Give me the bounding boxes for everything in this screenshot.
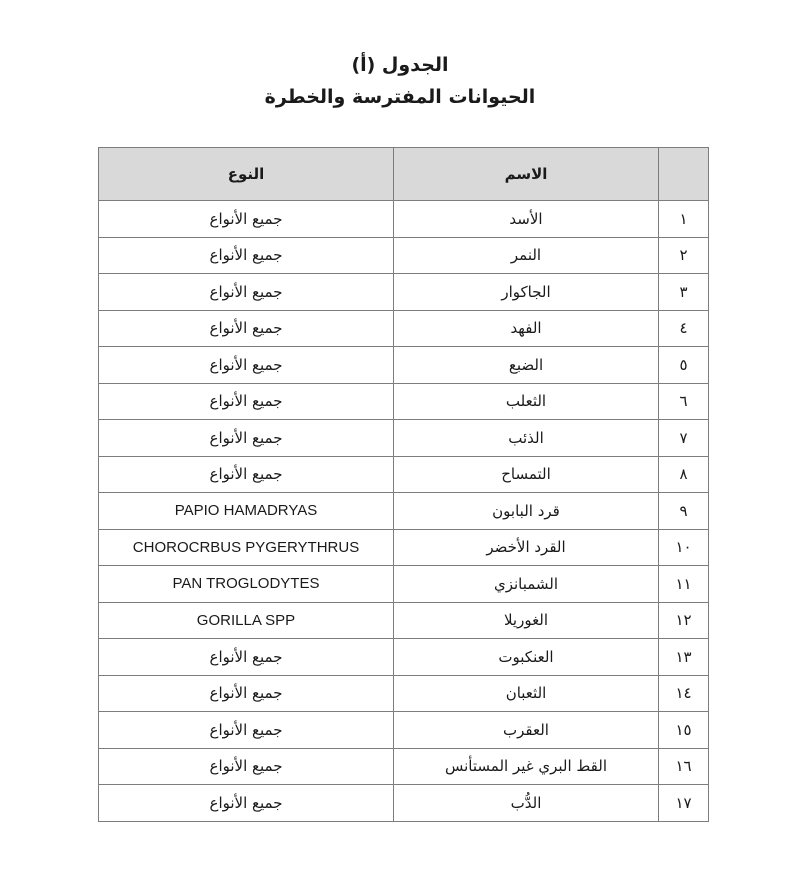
table-row xyxy=(99,274,709,311)
animal-type: جميع الأنواع xyxy=(99,237,394,274)
row-number: ٦ xyxy=(659,383,709,420)
row-number: ٥ xyxy=(659,347,709,384)
row-number: ١٦ xyxy=(659,748,709,785)
row-number: ١ xyxy=(659,201,709,238)
header-number xyxy=(659,148,709,201)
animal-type: جميع الأنواع xyxy=(99,310,394,347)
animal-name: قرد البابون xyxy=(394,493,659,530)
animal-name: القط البري غير المستأنس xyxy=(394,748,659,785)
animal-type: جميع الأنواع xyxy=(99,639,394,676)
animal-name: الشمبانزي xyxy=(394,566,659,603)
row-number: ١٣ xyxy=(659,639,709,676)
header-type: النوع xyxy=(99,148,394,201)
table-row xyxy=(99,456,709,493)
table-row xyxy=(99,383,709,420)
row-number: ٢ xyxy=(659,237,709,274)
row-number: ٤ xyxy=(659,310,709,347)
row-number: ١٢ xyxy=(659,602,709,639)
animal-name: العقرب xyxy=(394,712,659,749)
animal-type: جميع الأنواع xyxy=(99,785,394,822)
animal-name: العنكبوت xyxy=(394,639,659,676)
row-number: ١١ xyxy=(659,566,709,603)
animal-name: الدُّب xyxy=(394,785,659,822)
row-number: ١٥ xyxy=(659,712,709,749)
table-row xyxy=(99,785,709,822)
table-row xyxy=(99,237,709,274)
table-row xyxy=(99,310,709,347)
table-row xyxy=(99,420,709,457)
animal-type: جميع الأنواع xyxy=(99,712,394,749)
table-row xyxy=(99,566,709,603)
animal-type: جميع الأنواع xyxy=(99,274,394,311)
animal-type: جميع الأنواع xyxy=(99,456,394,493)
animal-name: التمساح xyxy=(394,456,659,493)
row-number: ١٤ xyxy=(659,675,709,712)
table-row xyxy=(99,602,709,639)
row-number: ٧ xyxy=(659,420,709,457)
table-header-row xyxy=(99,148,709,201)
row-number: ٣ xyxy=(659,274,709,311)
table-row xyxy=(99,639,709,676)
table-title: الجدول (أ) xyxy=(351,54,449,76)
animal-type: PAPIO HAMADRYAS xyxy=(99,493,394,530)
animal-name: الضبع xyxy=(394,347,659,384)
animal-name: الذئب xyxy=(394,420,659,457)
table-row xyxy=(99,748,709,785)
header-name: الاسم xyxy=(394,148,659,201)
animal-type: جميع الأنواع xyxy=(99,748,394,785)
table-row xyxy=(99,712,709,749)
animal-type: جميع الأنواع xyxy=(99,383,394,420)
row-number: ٨ xyxy=(659,456,709,493)
animal-type: جميع الأنواع xyxy=(99,201,394,238)
table-row xyxy=(99,529,709,566)
row-number: ١٠ xyxy=(659,529,709,566)
animal-type: CHOROCRBUS PYGERYTHRUS xyxy=(99,529,394,566)
table-row xyxy=(99,493,709,530)
animals-table xyxy=(98,147,709,822)
table-subtitle: الحيوانات المفترسة والخطرة xyxy=(264,86,536,108)
animal-type: جميع الأنواع xyxy=(99,347,394,384)
animal-name: الثعبان xyxy=(394,675,659,712)
animal-name: النمر xyxy=(394,237,659,274)
animal-name: الفهد xyxy=(394,310,659,347)
animal-type: GORILLA SPP xyxy=(99,602,394,639)
animal-name: الثعلب xyxy=(394,383,659,420)
table-row xyxy=(99,201,709,238)
table-row xyxy=(99,347,709,384)
animal-name: الأسد xyxy=(394,201,659,238)
animal-type: جميع الأنواع xyxy=(99,420,394,457)
table-row xyxy=(99,675,709,712)
row-number: ١٧ xyxy=(659,785,709,822)
animal-name: الجاكوار xyxy=(394,274,659,311)
animal-name: القرد الأخضر xyxy=(394,529,659,566)
animal-name: الغوريلا xyxy=(394,602,659,639)
animal-type: جميع الأنواع xyxy=(99,675,394,712)
animal-type: PAN TROGLODYTES xyxy=(99,566,394,603)
row-number: ٩ xyxy=(659,493,709,530)
